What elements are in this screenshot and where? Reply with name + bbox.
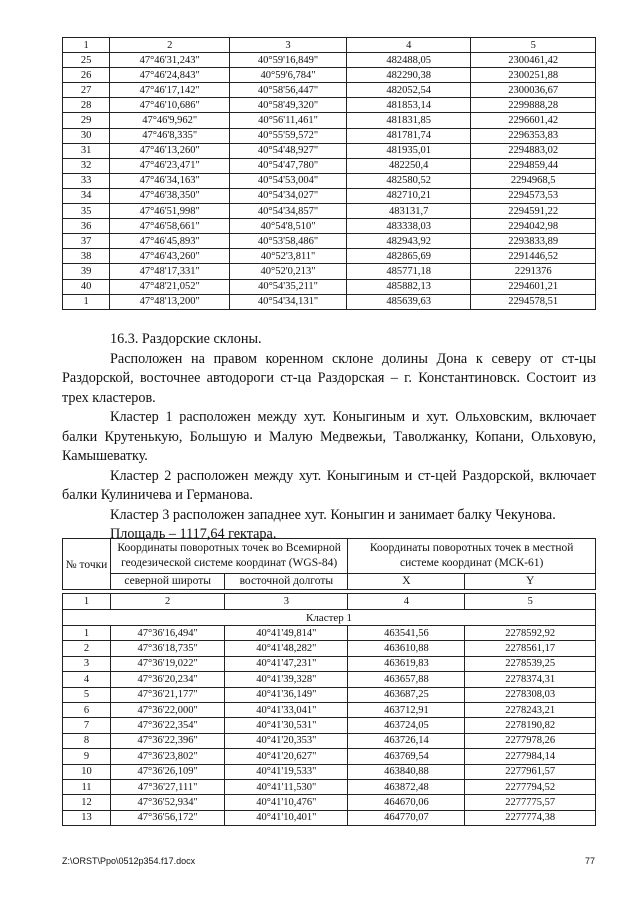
table-cell: 47°46'10,686" — [110, 98, 230, 113]
table-cell: 47°46'13,260" — [110, 143, 230, 158]
paragraph-area: Площадь – 1117,64 гектара. — [110, 526, 277, 542]
column-number: 5 — [465, 594, 596, 610]
table-cell: 2294601,21 — [471, 279, 596, 294]
table-cell: 482580,52 — [347, 173, 471, 188]
table-cell: 2300036,67 — [471, 83, 596, 98]
table-row — [63, 68, 596, 83]
table-cell: 464770,07 — [348, 810, 465, 825]
table-cell: 40°41'19,533" — [225, 764, 348, 779]
table-row — [63, 158, 596, 173]
table-cell: 463619,83 — [348, 656, 465, 671]
table-cell: 40°53'58,486" — [230, 234, 347, 249]
table-cell: 40°41'49,814" — [225, 626, 348, 641]
table-row — [63, 626, 596, 641]
table-cell: 2278539,25 — [465, 656, 596, 671]
table-cell: 40°41'10,476" — [225, 795, 348, 810]
table-cell: 463687,25 — [348, 687, 465, 702]
table-cell: 40°41'30,531" — [225, 718, 348, 733]
table-cell: 32 — [63, 158, 110, 173]
table-cell: 47°46'51,998" — [110, 204, 230, 219]
table-row — [63, 204, 596, 219]
header-wgs84: Координаты поворотных точек во Всемирной геодезической системе координат (WGS-84) — [111, 539, 348, 574]
table-row — [63, 687, 596, 702]
table-cell: 463840,88 — [348, 764, 465, 779]
table-cell: 2277794,52 — [465, 779, 596, 794]
table-row — [63, 264, 596, 279]
table-cell: 40°58'56,447" — [230, 83, 347, 98]
table-cell: 482052,54 — [347, 83, 471, 98]
table-cell: 2277978,26 — [465, 733, 596, 748]
table-cell: 2294859,44 — [471, 158, 596, 173]
table-cell: 47°36'22,354" — [111, 718, 225, 733]
table-row — [63, 764, 596, 779]
table-cell: 2300251,88 — [471, 68, 596, 83]
column-number: 1 — [63, 594, 111, 610]
footer-file-path: Z:\ORST\Ppo\0512p354.f17.docx — [62, 856, 196, 866]
table-cell: 40°54'48,927" — [230, 143, 347, 158]
table-cell: 463724,05 — [348, 718, 465, 733]
table-cell: 47°36'21,177" — [111, 687, 225, 702]
table-cell: 1 — [63, 294, 110, 309]
table-cell: 4 — [347, 38, 471, 53]
section-text — [62, 330, 596, 545]
table-row — [63, 641, 596, 656]
table-cell: 40 — [63, 279, 110, 294]
table-cell: 9 — [63, 749, 111, 764]
table-cell: 481935,01 — [347, 143, 471, 158]
table-cell: 37 — [63, 234, 110, 249]
table-cell: 47°46'8,335" — [110, 128, 230, 143]
table-cell: 40°54'34,131" — [230, 294, 347, 309]
table-cell: 40°54'47,780" — [230, 158, 347, 173]
table-cell: 40°41'33,041" — [225, 702, 348, 717]
table-cell: 2296601,42 — [471, 113, 596, 128]
table-cell: 40°54'34,857" — [230, 204, 347, 219]
table-cell: 2278561,17 — [465, 641, 596, 656]
table-cell: 2300461,42 — [471, 53, 596, 68]
table-cell: 40°58'49,320" — [230, 98, 347, 113]
cluster-label: Кластер 1 — [63, 610, 596, 626]
table-cell: 482488,05 — [347, 53, 471, 68]
table-cell: 10 — [63, 764, 111, 779]
table-cell: 40°41'20,353" — [225, 733, 348, 748]
table-row — [63, 143, 596, 158]
table-cell: 30 — [63, 128, 110, 143]
table-cell: 481853,14 — [347, 98, 471, 113]
table-cell: 2277961,57 — [465, 764, 596, 779]
table-cell: 2299888,28 — [471, 98, 596, 113]
table-cell: 38 — [63, 249, 110, 264]
table-cell: 2291446,52 — [471, 249, 596, 264]
table-cell: 8 — [63, 733, 111, 748]
table-cell: 40°41'47,231" — [225, 656, 348, 671]
paragraph-cluster-1: Кластер 1 расположен между хут. Коныгиным и хут. Ольховским, включает балки Крутенькую, Большую и Малую Медвежьи, Таволжанку, Копани, Ольховую, Камышеватку. — [62, 409, 596, 464]
table-cell: 26 — [63, 68, 110, 83]
table-cell: 481831,85 — [347, 113, 471, 128]
header-latitude: северной широты — [111, 574, 225, 590]
table-row — [63, 749, 596, 764]
table-row — [63, 279, 596, 294]
table-cell: 40°55'59,572" — [230, 128, 347, 143]
table-row — [63, 810, 596, 825]
table-cell: 47°36'52,934" — [111, 795, 225, 810]
table-cell: 2277984,14 — [465, 749, 596, 764]
table-cell: 47°36'56,172" — [111, 810, 225, 825]
table-cell: 40°59'6,784" — [230, 68, 347, 83]
table-cell: 2294968,5 — [471, 173, 596, 188]
table-cell: 47°36'20,234" — [111, 672, 225, 687]
table-cell: 2294042,98 — [471, 219, 596, 234]
table-cell: 2278374,31 — [465, 672, 596, 687]
table-cell: 3 — [63, 656, 111, 671]
table-cell: 2294578,51 — [471, 294, 596, 309]
table-cell: 463872,48 — [348, 779, 465, 794]
table-cell: 463610,88 — [348, 641, 465, 656]
table-cell: 40°41'10,401" — [225, 810, 348, 825]
table-row — [63, 249, 596, 264]
table-cell: 25 — [63, 53, 110, 68]
table-cell: 485639,63 — [347, 294, 471, 309]
table-cell: 47°46'9,962" — [110, 113, 230, 128]
table-row — [63, 173, 596, 188]
table-cell: 2296353,83 — [471, 128, 596, 143]
table-row — [63, 779, 596, 794]
coordinates-table-cluster-1 — [62, 538, 596, 826]
header-longitude: восточной долготы — [225, 574, 348, 590]
table-cell: 47°48'21,052" — [110, 279, 230, 294]
table-cell: 47°46'38,350" — [110, 188, 230, 203]
header-x: X — [348, 574, 465, 590]
section-title: 16.3. Раздорские склоны. — [110, 331, 262, 347]
table-cell: 47°36'16,494" — [111, 626, 225, 641]
table-cell: 47°46'23,471" — [110, 158, 230, 173]
table-cell: 40°52'3,811" — [230, 249, 347, 264]
table-cell: 29 — [63, 113, 110, 128]
table-row — [63, 795, 596, 810]
table-cell: 33 — [63, 173, 110, 188]
table-cell: 27 — [63, 83, 110, 98]
header-point-number: № точки — [63, 539, 111, 590]
table-cell: 2278190,82 — [465, 718, 596, 733]
table-cell: 1 — [63, 38, 110, 53]
table-row — [63, 98, 596, 113]
table-cell: 5 — [471, 38, 596, 53]
paragraph-location: Расположен на правом коренном склоне долины Дона к северу от ст-цы Раздорской, восточнее автодороги ст-ца Раздорская – г. Константиновск. Состоит из трех кластеров. — [62, 350, 596, 406]
table-cell: 40°56'11,461" — [230, 113, 347, 128]
table-cell: 2 — [110, 38, 230, 53]
paragraph-cluster-2: Кластер 2 расположен между хут. Коныгиным и ст-цей Раздорской, включает балки Кулиничева и Германова. — [62, 467, 596, 503]
table-cell: 47°36'18,735" — [111, 641, 225, 656]
header-msk61: Координаты поворотных точек в местной системе координат (МСК-61) — [348, 539, 596, 574]
table-cell: 47°36'26,109" — [111, 764, 225, 779]
table-row — [63, 672, 596, 687]
table-cell: 483338,03 — [347, 219, 471, 234]
table-cell: 2278308,03 — [465, 687, 596, 702]
table-cell: 481781,74 — [347, 128, 471, 143]
table-cell: 2291376 — [471, 264, 596, 279]
table-cell: 47°46'45,893" — [110, 234, 230, 249]
table-cell: 485882,13 — [347, 279, 471, 294]
table-cell: 40°54'8,510" — [230, 219, 347, 234]
table-cell: 482290,38 — [347, 68, 471, 83]
table-cell: 2278243,21 — [465, 702, 596, 717]
column-number: 2 — [111, 594, 225, 610]
page-number: 77 — [584, 856, 595, 866]
table-cell: 31 — [63, 143, 110, 158]
table-cell: 2294591,22 — [471, 204, 596, 219]
table-cell: 483131,7 — [347, 204, 471, 219]
table-cell: 2278592,92 — [465, 626, 596, 641]
table-cell: 35 — [63, 204, 110, 219]
column-number-row — [63, 38, 596, 53]
table-cell: 40°54'35,211" — [230, 279, 347, 294]
table-cell: 47°48'13,200" — [110, 294, 230, 309]
table-cell: 47°46'58,661" — [110, 219, 230, 234]
table-cell: 485771,18 — [347, 264, 471, 279]
table-row — [63, 733, 596, 748]
table-cell: 463712,91 — [348, 702, 465, 717]
table-cell: 2 — [63, 641, 111, 656]
table-cell: 40°41'11,530" — [225, 779, 348, 794]
column-number-row — [63, 594, 596, 610]
table-cell: 482865,69 — [347, 249, 471, 264]
table-cell: 2277775,57 — [465, 795, 596, 810]
table-cell: 40°41'39,328" — [225, 672, 348, 687]
table-cell: 47°46'43,260" — [110, 249, 230, 264]
table-cell: 7 — [63, 718, 111, 733]
table-cell: 47°36'27,111" — [111, 779, 225, 794]
table-cell: 12 — [63, 795, 111, 810]
table-cell: 482250,4 — [347, 158, 471, 173]
paragraph-cluster-3: Кластер 3 расположен западнее хут. Коныгин и занимает балку Чекунова. — [110, 506, 556, 523]
table-cell: 463541,56 — [348, 626, 465, 641]
table-row — [63, 188, 596, 203]
table-cell: 2293833,89 — [471, 234, 596, 249]
table-cell: 40°59'16,849" — [230, 53, 347, 68]
table-cell: 482943,92 — [347, 234, 471, 249]
column-number: 4 — [348, 594, 465, 610]
table-cell: 463657,88 — [348, 672, 465, 687]
table-cell: 47°46'17,142" — [110, 83, 230, 98]
table-cell: 463726,14 — [348, 733, 465, 748]
table-cell: 482710,21 — [347, 188, 471, 203]
table-cell: 40°41'36,149" — [225, 687, 348, 702]
table-row — [63, 128, 596, 143]
table-cell: 47°36'22,000" — [111, 702, 225, 717]
table-cell: 36 — [63, 219, 110, 234]
table-row — [63, 294, 596, 309]
table-cell: 464670,06 — [348, 795, 465, 810]
table-row — [63, 83, 596, 98]
table-cell: 2277774,38 — [465, 810, 596, 825]
table-cell: 1 — [63, 626, 111, 641]
table-cell: 47°36'23,802" — [111, 749, 225, 764]
table-cell: 5 — [63, 687, 111, 702]
table-cell: 47°36'19,022" — [111, 656, 225, 671]
table-cell: 47°46'34,163" — [110, 173, 230, 188]
table-row — [63, 53, 596, 68]
table-row — [63, 219, 596, 234]
table-cell: 40°52'0,213" — [230, 264, 347, 279]
table-cell: 40°41'48,282" — [225, 641, 348, 656]
table-cell: 40°54'53,004" — [230, 173, 347, 188]
coordinates-table-continued — [62, 37, 596, 310]
header-y: Y — [465, 574, 596, 590]
table-cell: 40°41'20,627" — [225, 749, 348, 764]
table-row — [63, 234, 596, 249]
table-cell: 47°36'22,396" — [111, 733, 225, 748]
table-cell: 6 — [63, 702, 111, 717]
table-cell: 40°54'34,027" — [230, 188, 347, 203]
table-row — [63, 702, 596, 717]
table-cell: 11 — [63, 779, 111, 794]
table-cell: 463769,54 — [348, 749, 465, 764]
table-row — [63, 113, 596, 128]
table-cell: 47°46'24,843" — [110, 68, 230, 83]
table-cell: 4 — [63, 672, 111, 687]
table-cell: 47°48'17,331" — [110, 264, 230, 279]
table-cell: 2294883,02 — [471, 143, 596, 158]
table-row — [63, 656, 596, 671]
table-cell: 47°46'31,243" — [110, 53, 230, 68]
table-cell: 34 — [63, 188, 110, 203]
table-cell: 28 — [63, 98, 110, 113]
table-cell: 13 — [63, 810, 111, 825]
table-cell: 2294573,53 — [471, 188, 596, 203]
column-number: 3 — [225, 594, 348, 610]
table-row — [63, 718, 596, 733]
table-cell: 3 — [230, 38, 347, 53]
table-cell: 39 — [63, 264, 110, 279]
cluster-row — [63, 610, 596, 626]
